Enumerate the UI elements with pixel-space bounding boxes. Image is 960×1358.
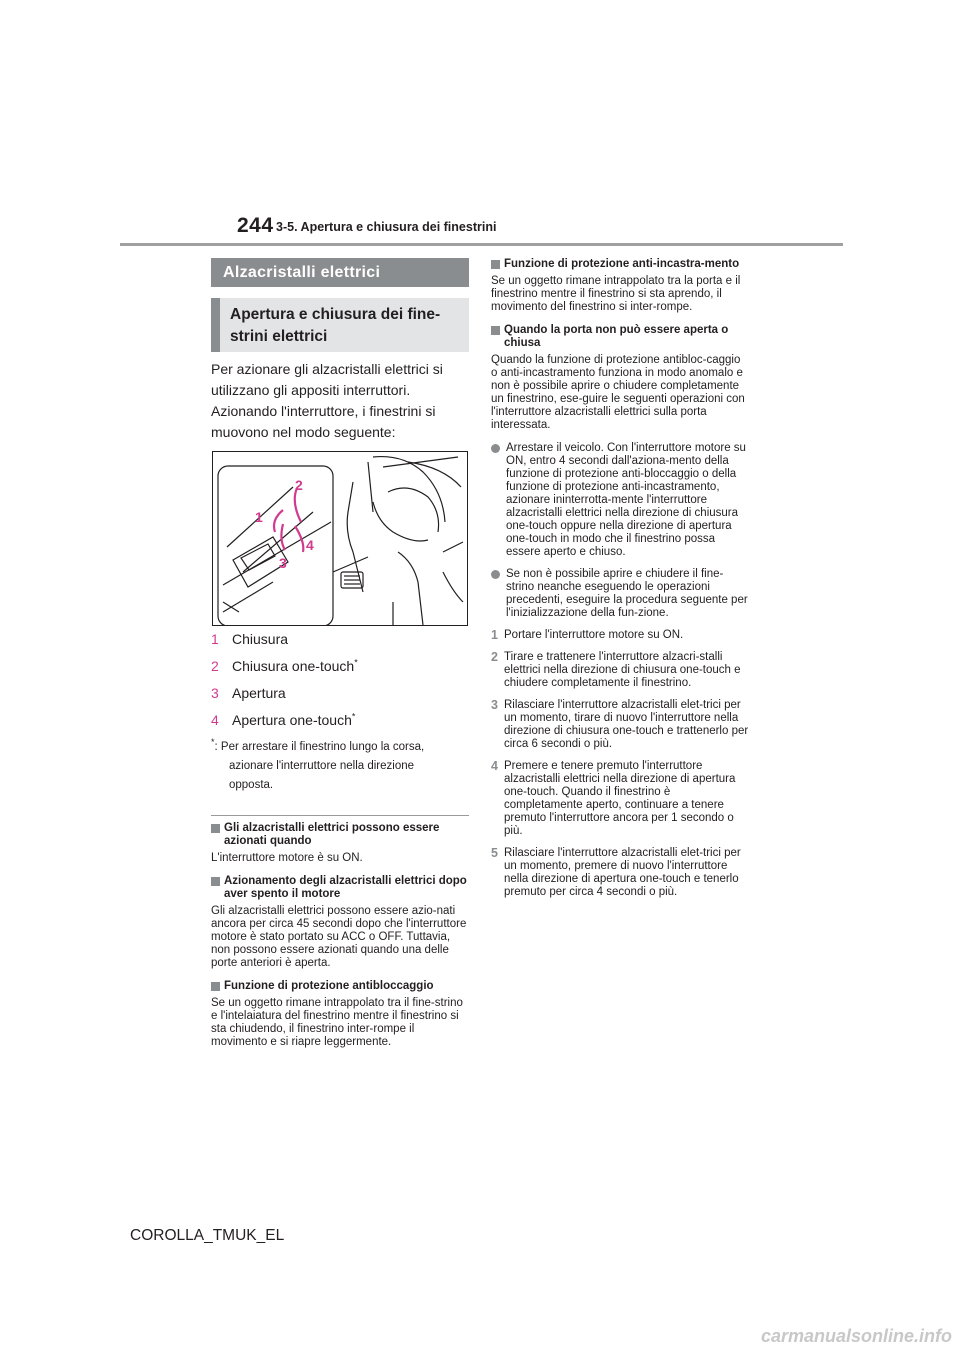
- footnote-star: *: [351, 711, 356, 722]
- callout-list: [211, 630, 471, 738]
- square-bullet-icon: [211, 824, 220, 833]
- step-item: 5 Rilasciare l'interruttore alzacristalli elet-trici per un momento, premere di nuovo l'interruttore nella direzione di apertura one-touch e tenerlo premuto per circa 4 secondi o più.: [491, 846, 741, 898]
- step-item: 2 Tirare e trattenere l'interruttore alzacri-stalli elettrici nella direzione di chiusura one-touch e chiudere completamente il finestrino.: [491, 650, 741, 689]
- footnote-mark: *: [211, 737, 215, 748]
- figure-label: 1: [255, 509, 263, 525]
- square-bullet-icon: [211, 877, 220, 886]
- callout-number: 4: [211, 712, 219, 728]
- note-text: Gli alzacristalli elettrici possono essere azio-nati ancora per circa 45 secondi dopo che l'interruttore motore è stato portato su ACC o OFF. Tuttavia, non possono essere azionati quando una delle porte anteriori è aperta.: [211, 905, 467, 969]
- subsection-title-line-2: strini elettrici: [230, 328, 328, 345]
- right-column: [491, 258, 749, 908]
- watermark: carmanualsonline.info: [760, 1326, 952, 1346]
- step-item: 4 Premere e tenere premuto l'interruttore alzacristalli elettrici nella direzione di apertura one-touch. Quando il finestrino è completamente aperto, continuare a tenere premuto l'interruttore ancora per 1 secondo o più.: [491, 759, 736, 837]
- figure-label: 2: [295, 477, 303, 493]
- note-heading: Funzione di protezione antibloccaggio: [211, 980, 469, 993]
- intro-line: Per azionare gli alzacristalli elettrici si: [211, 361, 443, 377]
- callout-number: 3: [211, 685, 219, 701]
- figure-label: 3: [279, 555, 287, 571]
- figure-label: 4: [306, 537, 314, 553]
- round-bullet-icon: [491, 570, 500, 579]
- arrow-open-one-touch: [295, 526, 303, 552]
- step-item: 1 Portare l'interruttore motore su ON.: [491, 628, 684, 642]
- callout-item: [211, 684, 471, 702]
- note-text: Se un oggetto rimane intrappolato tra il fine-strino e l'intelaiatura del finestrino mentre il finestrino si sta chiudendo, il finestrino inter-rompe il movimento e si riapre leggermente.: [211, 997, 463, 1048]
- callout-item: [211, 630, 471, 648]
- footnote-line: : Per arrestare il finestrino lungo la corsa,: [214, 741, 425, 753]
- intro-line: Azionando l'interruttore, i finestrini si: [211, 403, 436, 419]
- note-block: [211, 980, 469, 1049]
- square-bullet-icon: [491, 260, 500, 269]
- bullet-item: Se non è possibile aprire e chiudere il fine-strino neanche eseguendo le operazioni precedenti, eseguire la procedura seguente per l'inizializzazione della fun-zione.: [491, 568, 749, 620]
- notes-separator: [211, 815, 469, 816]
- header-rule: [120, 243, 843, 246]
- page-number: 244: [237, 214, 274, 237]
- note-text: Se un oggetto rimane intrappolato tra la porta e il finestrino mentre il finestrino si sta aprendo, il movimento del finestrino si inter-rompe.: [491, 275, 741, 313]
- running-head: 3-5. Apertura e chiusura dei finestrini: [276, 220, 497, 234]
- round-bullet-icon: [491, 444, 500, 453]
- step-item: 3 Rilasciare l'interruttore alzacristalli elet-trici per un momento, tirare di nuovo l'interruttore nella direzione di chiusura one-touch e trattenerlo per circa 6 secondi o più.: [491, 698, 749, 750]
- callout-number: 1: [211, 631, 219, 647]
- note-text: L'interruttore motore è su ON.: [211, 852, 363, 864]
- note-heading: Gli alzacristalli elettrici possono essere azionati quando: [211, 822, 469, 848]
- callout-label: Apertura one-touch: [232, 712, 352, 728]
- square-bullet-icon: [211, 982, 220, 991]
- note-block: [211, 822, 469, 865]
- note-block: [491, 258, 749, 314]
- note-heading: Funzione di protezione anti-incastra-mento: [491, 258, 749, 271]
- footnote-star: *: [354, 657, 358, 668]
- note-block: [211, 875, 469, 970]
- footnote-line: opposta.: [229, 779, 274, 791]
- note-text: Quando la funzione di protezione antibloc-caggio o anti-incastramento funziona in modo anomalo e non è possibile aprire o chiudere completamente un finestrino, ese-guire le seguenti operazioni con l'interruttore alzacristalli elettrici sulla porta interessata.: [491, 354, 745, 431]
- intro-line: muovono nel modo seguente:: [211, 424, 396, 440]
- note-heading: Quando la porta non può essere aperta o chiusa: [491, 324, 749, 350]
- callout-label: Chiusura: [232, 631, 289, 647]
- callout-number: 2: [211, 658, 219, 674]
- inset-frame: [218, 466, 333, 625]
- callout-item: [211, 711, 471, 729]
- intro-line: utilizzano gli appositi interruttori.: [211, 382, 411, 398]
- subsection-title: [211, 298, 469, 352]
- callout-item: [211, 657, 471, 675]
- callout-label: Apertura: [232, 685, 286, 701]
- subsection-title-line-1: Apertura e chiusura dei fine-: [230, 306, 441, 323]
- bullet-item: Arrestare il veicolo. Con l'interruttore motore su ON, entro 4 secondi dall'aziona-mento della funzione di protezione anti-bloccaggio o della funzione di protezione anti-incastramento, azionare ininterrotta-mente l'interruttore alzacristalli elettrici nella direzione di chiusura one-touch oppure nella direzione di apertura one-touch in modo che il finestrino possa essere aperto e chiuso.: [491, 442, 749, 559]
- document-code: COROLLA_TMUK_EL: [130, 1227, 285, 1244]
- note-heading: Azionamento degli alzacristalli elettrici dopo aver spento il motore: [211, 875, 469, 901]
- window-switch-illustration: [212, 451, 468, 626]
- section-title-bar: Alzacristalli elettrici: [211, 258, 469, 287]
- left-notes: [211, 822, 469, 1059]
- callout-label: Chiusura one-touch: [232, 658, 355, 674]
- note-block: [491, 324, 749, 432]
- arrow-close-one-touch: [295, 488, 301, 522]
- intro-paragraph: [211, 359, 473, 443]
- illustration-drawing: [213, 452, 467, 625]
- footnote: [211, 738, 469, 795]
- square-bullet-icon: [491, 326, 500, 335]
- footnote-line: azionare l'interruttore nella direzione: [229, 760, 415, 772]
